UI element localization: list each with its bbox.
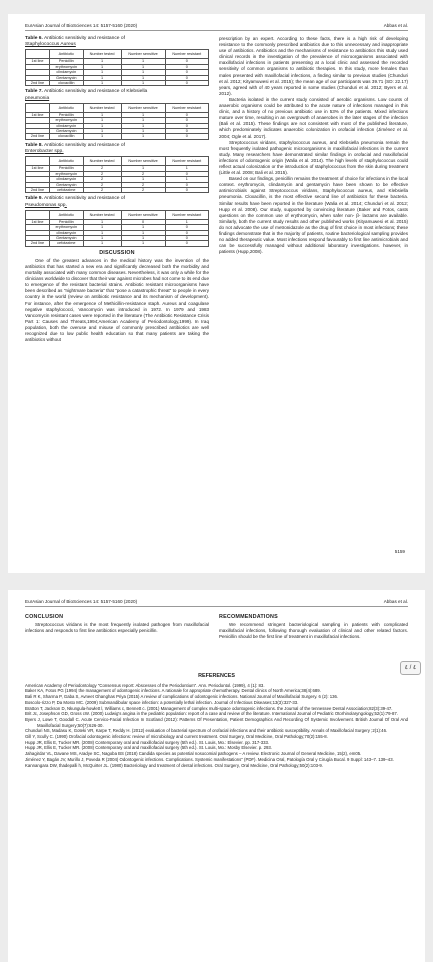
header-cell [26,50,50,59]
table-cell: 1 [121,64,165,69]
header-cell [26,103,50,112]
table-6 [25,49,209,86]
left-column [25,36,209,343]
reference-item: Jahagirdar VL, Davane MS, Aradye SC, Nagoba BS (2018) Candida species as potential nosocomial pathogens – A review. Electronic Journal of General Medicine, 15(2), em05. [25,751,362,757]
table-cell: 1 [83,129,121,134]
table-cell: Gentamycin [50,75,84,80]
table-cell: 0 [165,75,208,80]
table-cell: 1 [121,235,165,240]
table-cell: clindamycin [50,177,84,182]
conclusion-heading: CONCLUSION [25,614,64,620]
row-group-label: 1st line [26,219,50,224]
table-row [26,241,209,246]
reference-item: Jiménez Y, Bagán JV, Murillo J, Poveda R (2004) Odontogenic infections. Complications. Systemic manifestations" (PDF). Medicina Oral, Patología Oral y Cirugía Bucal. 9 Suppl: 143–7. 139–43. [25,756,394,762]
table-cell: 1 [83,59,121,64]
header-cell [26,157,50,166]
table-cell: 1 [83,64,121,69]
table-cell: 1 [121,112,165,117]
table-7-caption: Table 7. Antibiotic sensitivity and resistance of Klebsiella pneumonia [25,89,148,101]
right-column [219,36,408,255]
page-1 [8,14,425,573]
table-8-caption: Table 8. Antibiotic sensitivity and resistance of Enterobacter spp. [25,142,125,155]
table-cell: 1 [83,230,121,235]
table-cell: 2 [83,187,121,192]
table-7 [25,103,209,140]
header-cell: Number resistant [165,210,208,219]
table-cell: 2 [83,177,121,182]
header-cell: Number tested [83,157,121,166]
table-cell: cefotaxime [50,241,84,246]
references-heading: REFERENCES [198,673,235,679]
table-cell: 1 [121,81,165,86]
table-cell: 1 [121,70,165,75]
header-cell: Antibiotic [50,210,84,219]
header-cell: Number resistant [165,50,208,59]
table-cell: 2 [121,171,165,176]
discussion-paragraph: One of the greatest advances in the medical history was the invention of the antibiotics that has started a new era and significantly decreased both the morbidity and mortality associated with many common diseases. Nevertheless, it was only a while for the clinicians worldwide to discover that their war against microbes had not come to its end due to emergence of the resistant bacterial strains. Antibiotic resistant microorganisms have been described as "nightmare bacteria" that "pose a catastrophic threat" to people in every country in the world (review on antibiotic resistance and its mechanism of development). For instance, after the emergence of Methicillin-resistance staph. Aureus and coagulase negative staphylococci, Vancomycin was introduced in 1972. In 1979 and 1983 Vancomycin resistant cases were reported in the literature (The Antibiotic Resistance Crisis Part 1: Causes and Threats,1994;American Academy of Periodontology,1999). In Iraq population, both the overuse and misuse of commonly prescribed antibiotics are well recognized due to low public health education so that many patients are taking the antibiotics without [25,257,209,343]
table-cell: 1 [121,225,165,230]
discussion-heading: DISCUSSION [99,249,135,256]
table-cell: 1 [121,118,165,123]
table-cell: 1 [83,70,121,75]
table-cell: 1 [83,81,121,86]
reference-item: Bratton T, Jackson D, Nkungula-howlett l, Williams c, Bennett c. (2001) Management of complex multi-space odontogenic infections. the Journal of the tennessee Dental Association;82(3):39-47. [25,705,393,711]
right-paragraph-3: Streptococcus viridans, staphylococcus aureus, and Klebsiella pneumonia remain the most frequently isolated pathogenic microorganisms in maxillofacial infections in the current study. Many researchers have demonstrated similar findings in orofacial and maxillofacial infections of odontogenic origin (Walia et al. 2014). The high levels of staphylococcus could reflect actual colonization or the introduction of staphylococcus from the skin during treatment (Little et al. 2008; Bali et al. 2015). [219,139,408,176]
reference-item: Hupp JR, Ellis E, Tucker MR. (2008) Contemporary oral and maxillofacial surgery (5th ed.). St. Louis, Mo.: Elsevier. pp. 317-333. [25,739,270,745]
table-cell: cloxacillin [50,134,84,139]
table-cell: 0 [165,225,208,230]
header-cell: Number tested [83,103,121,112]
row-group-label: 2nd line [26,187,50,192]
header-cell [26,210,50,219]
table-header-row [26,103,209,112]
table-cell: 0 [165,171,208,176]
page-2 [8,590,425,962]
table-cell: erythromycin [50,171,84,176]
table-cell: 1 [83,118,121,123]
table-cell: erythromycin [50,225,84,230]
table-cell: 0 [165,182,208,187]
table-cell: 1 [121,177,165,182]
reference-item: Byers J, Lowe T, Goodall C. Acute Cervico-Facial Infection In Scotland (2012): Patterns Of Presentation, Patient Demographics And Recording Of Systemic Involvement. British Journal Of Oral And Maxillofacial Surgery;50(7):626-30. [25,716,408,728]
table-cell: cefotaxime [50,187,84,192]
table-row [26,81,209,86]
recommendations-column [219,612,408,640]
recommendations-text: We recommend stringent bacteriological sampling in patients with complicated maxillofacial infections, following thorough evaluation of clinical and other related factors. Penicillin should be the first line of treatment in maxillofacial infections. [219,622,408,640]
table-cell: clindamycin [50,230,84,235]
row-group-label: 1st line [26,112,50,117]
table-cell: 1 [165,166,208,171]
table-header-row [26,157,209,166]
table-cell: 2 [121,182,165,187]
table-cell: 1 [83,235,121,240]
table-cell: 1 [121,59,165,64]
table-cell: 0 [165,235,208,240]
page-header [25,599,408,607]
table-cell: 0 [165,129,208,134]
table-cell: clindamycin [50,123,84,128]
row-group-label: 2nd line [26,241,50,246]
journal-title: EurAsian Journal of BioSciences 14: 5157-5160 (2020) [25,23,138,28]
header-cell: Number resistant [165,103,208,112]
table-cell: 1 [83,134,121,139]
table-row [26,134,209,139]
table-cell: Penicillin [50,59,84,64]
header-cell: Number tested [83,210,121,219]
references-section [25,670,408,768]
reference-item: Brit Jc, Josephson GD, Gross cW. (2000) Ludwig's angina in the pediatric population: report of a case and review of the literature. International Journal of Pediatric Otorhinolaryngology;52(1):79-87. [25,711,398,717]
table-cell: 1 [121,230,165,235]
page-header [25,23,408,31]
reference-item: Baker KA, Fotos PG (1994) the management of odontogenic infections. A rationale for appropriate chemotherapy. Dental clinics of North America;38(4):689. [25,688,321,694]
header-cell: Number sensitive [121,157,165,166]
table-cell: Gentamycin [50,129,84,134]
reference-item: Boscolo-rizzo P, Da Mosto MC. (2009) Submandibular space infection: a potentially lethal infection. Journal of Infectious Diseases;13(3):327-33. [25,699,299,705]
table-cell: 1 [83,225,121,230]
header-cell: Number resistant [165,157,208,166]
header-cell: Number sensitive [121,210,165,219]
table-9 [25,210,209,247]
reference-item: Bali R K, Sharma P, Gaba S, Avneet Ghanghas Priya (2015) A review of complications of odontogenic infections. National Journal of Maxillofacial Surgery. 6 (2): 136. [25,694,339,700]
table-cell: 0 [165,123,208,128]
table-cell: 1 [83,112,121,117]
table-cell: 0 [165,230,208,235]
journal-title: EurAsian Journal of BioSciences 14: 5157-5160 (2020) [25,599,138,604]
header-cell: Antibiotic [50,50,84,59]
page-number: 5159 [394,549,405,554]
table-cell: 0 [121,219,165,224]
reference-item: Kannangara DW, thadepalli h, McQuirter JL. (1980) Bacteriology and treatment of dental infections. Oral Surgery, Oral Medicine, Oral Pathology;50(2):103-9. [25,762,323,768]
table-cell: 1 [83,219,121,224]
table-cell: 1 [121,123,165,128]
table-cell: erythromycin [50,64,84,69]
table-header-row [26,210,209,219]
table-cell: 0 [165,118,208,123]
right-paragraph-2: Bacteria isolated in the current study consisted of aerobic organisms. Low counts of anaerobic organisms could be attributed to the acute nature of infections managed in this clinic, and a history of no previous antibiotic use in 53% of the patients. Mixed infections mature over time, resulting in an overgrowth of anaerobes in the later stages of the infection (Bali et al. 2015). These findings are not consistent with most of the published literature, which predominately indicates anaerobic colonization in orofacial infection (Jiménez et al. 2004; Ogle et al. 2017). [219,96,408,139]
reference-item: American Academy of Periodontology "Consensus report: Abscesses of the Periodontium". Ann. Periodontol. (1999), 4 (1): 83. [25,682,265,688]
table-cell: 1 [121,75,165,80]
authors: Abbas et al. [383,599,408,604]
table-cell: Gentamycin [50,182,84,187]
header-cell: Number sensitive [121,50,165,59]
reference-item: Chunduri NS, Madasu K, Goteki VR, Karpe T, Reddy H. (2012) evaluation of bacterial spectrum of orofacial infections and their antibiotic susceptibility. Annals of Maxillofacial Surgery ;2(1):46. [25,728,388,734]
table-6-caption: Table 6. Antibiotic sensitivity and resistance of Staphylococcus Aureus [25,36,125,48]
right-paragraph-4: Based on our findings, penicillin remains the treatment of choice for infections in the local context. erythromycin, clindamycin and gentamycin have been shown to be effective antimicrobials against Streptococcus viridans, Staphylococcus aureus, and Klebsiella pneumonia. Cloxacillin, is the most effective second line of antibiotics for these bacteria. Similar results have been reported in the literature (Walia et al. 2014; Chunduri et al. 2012; Hupp et al. 2008). Our study, supported by convincing literature (Baker and Fotos, casts questions on the common use of erythromycin, when safer non- β- lactams are available. Similarly, both the current study results and other published works (Kityamuwesi et al. 2015) do not advocate the use of metronidazole as the drug of first choice in most infections; these findings demonstrate that in the majority of patients, routine bacteriological sampling provides no added therapeutic value. Most infections respond favourably to first line antimicrobials and can be successfully managed without additional laboratory investigations. however, in patients (Hupp,2008). [219,176,408,255]
table-cell: 0 [165,187,208,192]
table-cell: Penicillin [50,112,84,117]
table-8 [25,156,209,193]
table-cell: 1 [83,75,121,80]
table-header-row [26,50,209,59]
table-cell: 1 [121,241,165,246]
table-cell: 1 [121,134,165,139]
table-cell: 0 [165,64,208,69]
table-cell: 1 [83,123,121,128]
table-cell: Penicillin [50,166,84,171]
table-cell: 0 [165,112,208,117]
right-paragraph-1: prescription by an expert. According to these facts, there is a high risk of developing resistance to the commonly prescribed antibiotics due to this unnecessary and inappropriate use of antibiotics. Antibiotics and the mechanisms of resistance to antibiotics this study used clinical records in the investigation of the prevalence of microorganisms associated with maxillofacial infections in patients presenting at a local clinic and assessed the recorded sensitivity of common organisms to antibiotic therapies. In this study, more females than males presented with maxillofacial infections, a finding similar to previous studies (Chunduri et al. 2012; Kityamuwesi et al. 2015); the mean age of our participants was 39.71 (SD: 22.17) years, agreed with of 40 years reported in some studies (Chunduri et al. 2012; Byers et al. 2012). [219,36,408,96]
table-cell: erythromycin [50,118,84,123]
table-cell: 2 [121,187,165,192]
reference-item: Gill Y, Scully C. (1990) Orofacial odontogenic infections: review of microbiology and current treatment. Oral Surgery, Oral Medicine, Oral Pathology;70(2):155-8. [25,734,328,740]
table-cell: 2 [83,171,121,176]
row-group-label: 2nd line [26,81,50,86]
table-cell: 1 [121,129,165,134]
page-counter-badge[interactable]: ٤ / ٤ [400,661,421,675]
table-cell: 0 [165,134,208,139]
header-cell: Antibiotic [50,157,84,166]
table-cell: 1 [121,166,165,171]
table-cell: Penicillin [50,219,84,224]
row-group-label: 1st line [26,166,50,171]
row-group-label: 1st line [26,59,50,64]
header-cell: Number tested [83,50,121,59]
table-cell: 0 [165,70,208,75]
authors: Abbas et al. [383,23,408,28]
table-cell: 1 [83,241,121,246]
conclusion-column [25,612,209,634]
table-cell: 0 [165,81,208,86]
references-list [25,683,408,769]
table-cell: 1 [165,177,208,182]
table-cell: 2 [83,182,121,187]
table-cell: 0 [165,59,208,64]
recommendations-heading: RECOMMENDATIONS [219,614,278,620]
header-cell: Antibiotic [50,103,84,112]
header-cell: Number sensitive [121,103,165,112]
table-9-caption: Table 9. Antibiotic sensitivity and resistance of Pseudomonas spp. [25,196,125,208]
reference-item: Hupp JR, Ellis E, Tucker MR. (2008) Contemporary oral and maxillofacial surgery (5th ed.). St. Louis, Mo.: Mosby Elsevier. p. 293. [25,745,272,751]
conclusion-text: Streptococcus viridans is the most frequently isolated pathogen from maxillofacial infections and responds to first line antibiotics especially penicillin. [25,622,209,634]
table-row [26,187,209,192]
table-cell: 0 [165,241,208,246]
table-cell: Gentamycin [50,235,84,240]
table-cell: 1 [165,219,208,224]
table-cell: cloxacillin [50,81,84,86]
table-cell: clindamycin [50,70,84,75]
row-group-label: 2nd line [26,134,50,139]
table-cell: 2 [83,166,121,171]
